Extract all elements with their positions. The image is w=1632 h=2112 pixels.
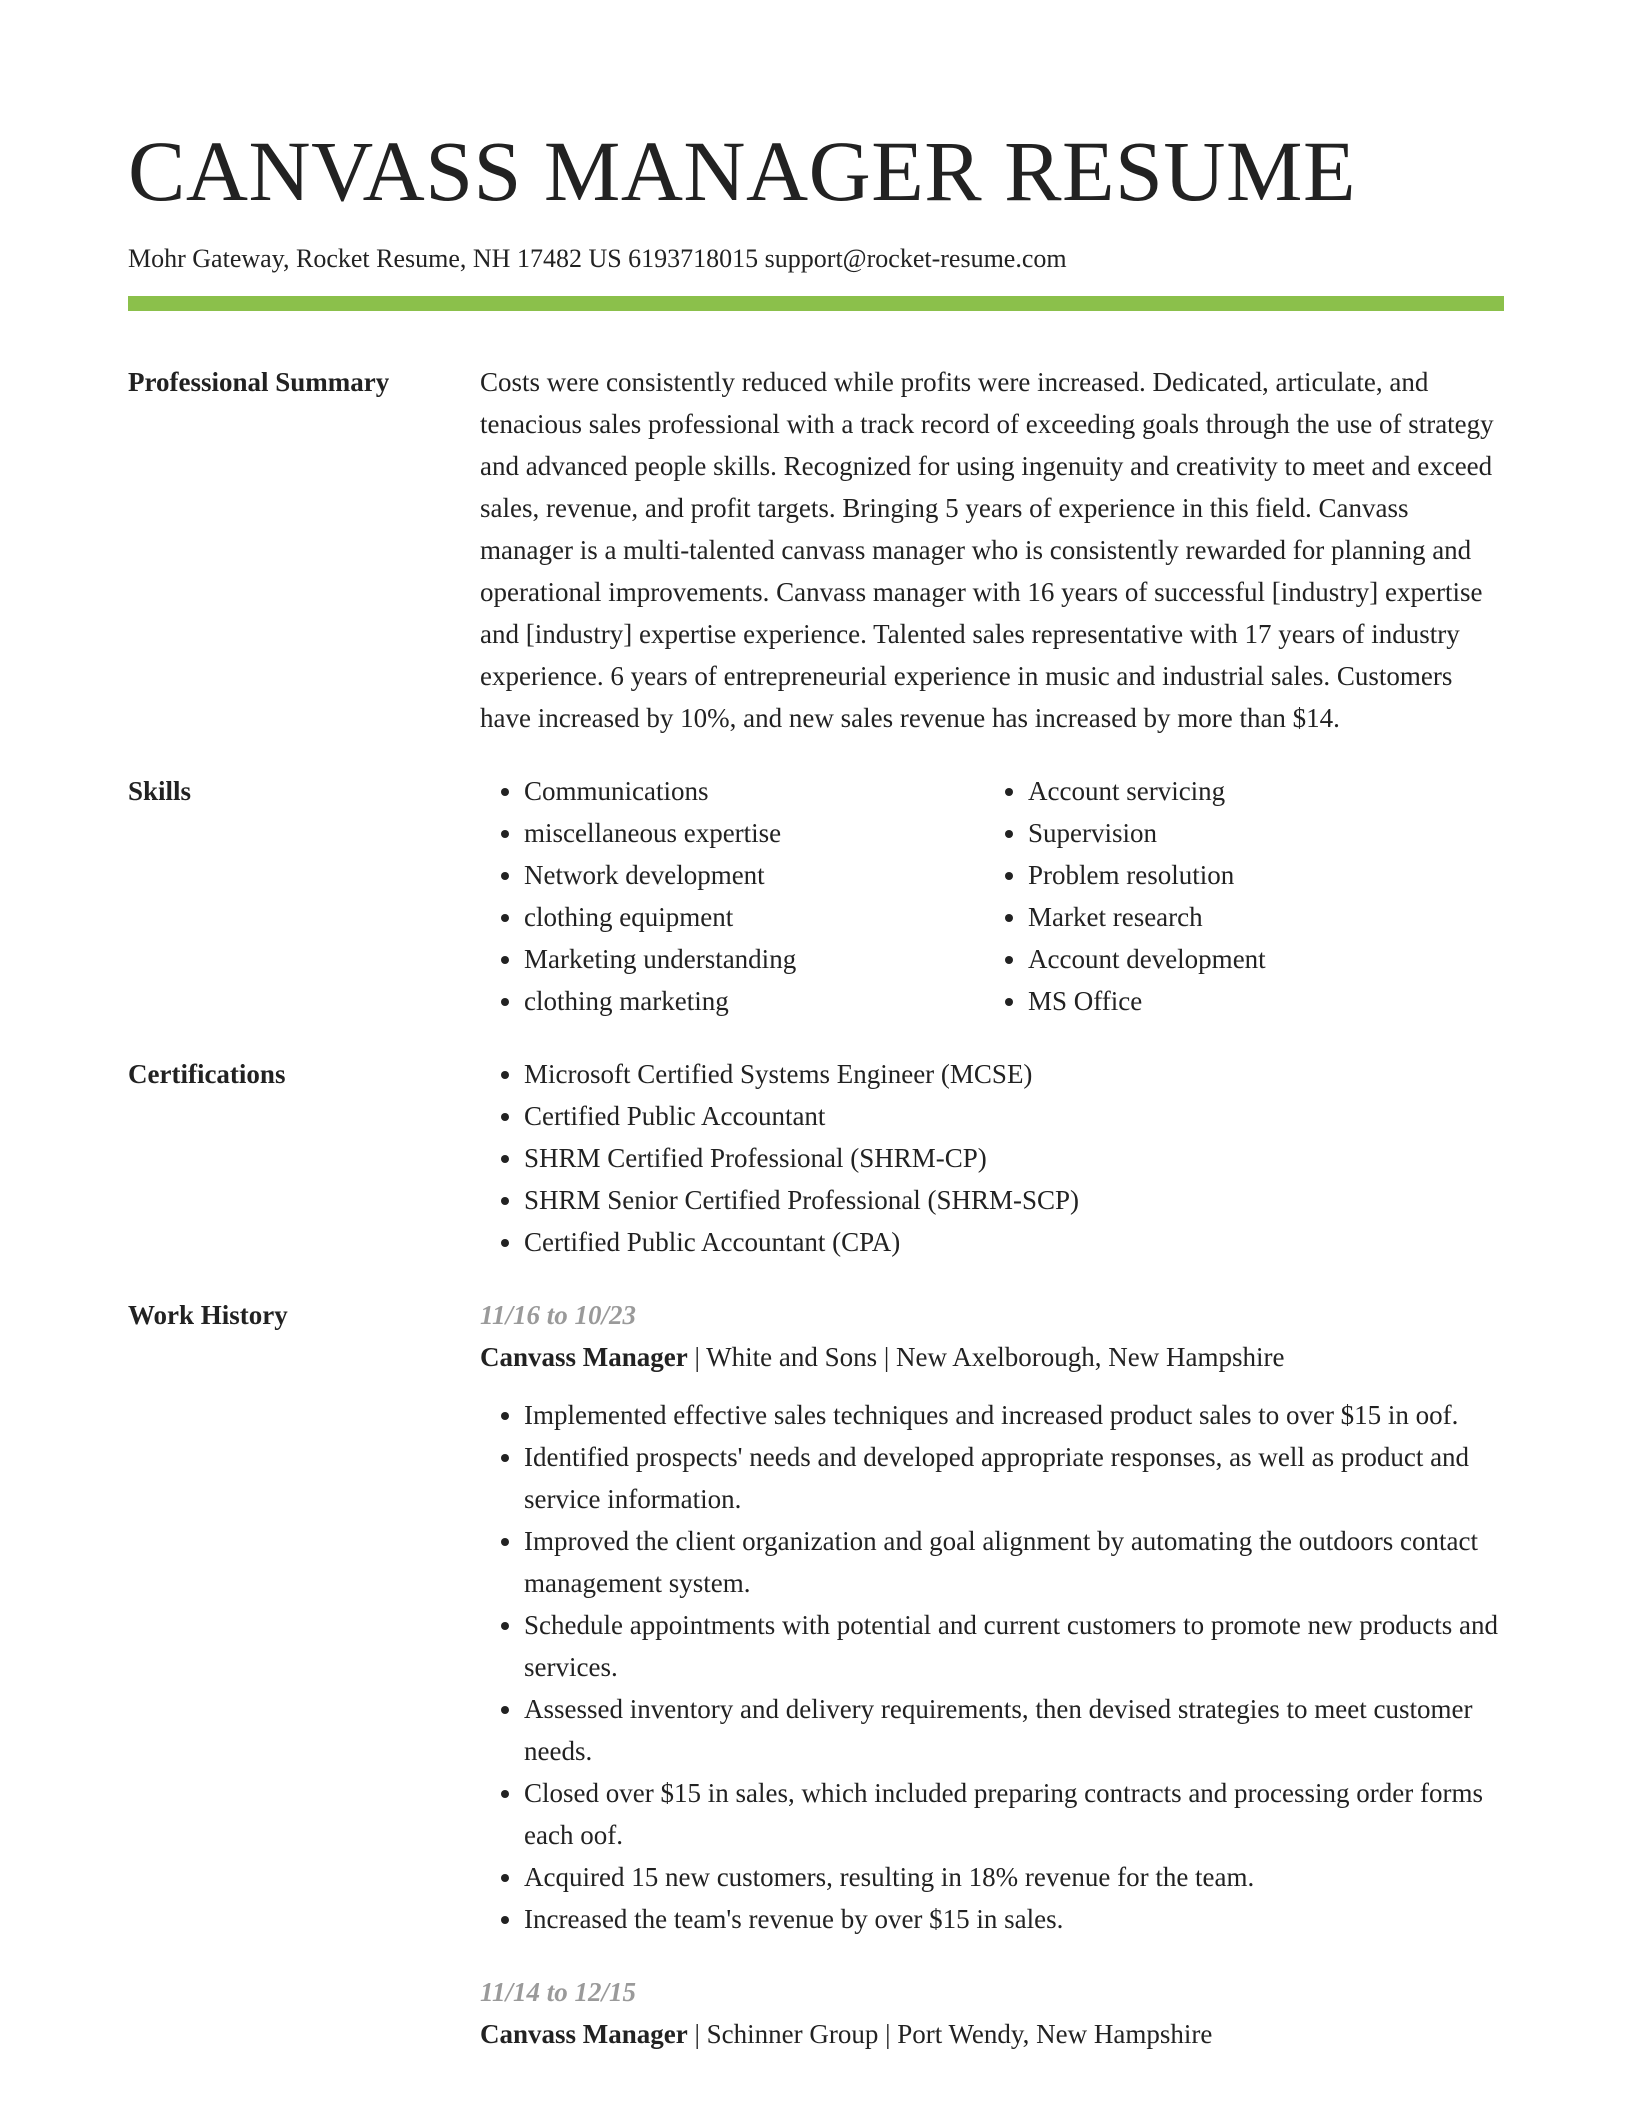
skills-heading: Skills	[128, 776, 192, 806]
skills-grid	[480, 770, 1504, 1022]
certification-item: • SHRM Certified Professional (SHRM-CP)	[524, 1137, 1504, 1179]
skill-item: • Account servicing	[1028, 770, 1488, 812]
job-bullet: • Implemented effective sales techniques and increased product sales to over $15 in oof.	[524, 1394, 1504, 1436]
skill-item: • MS Office	[1028, 980, 1488, 1022]
resume-page	[128, 0, 1504, 2055]
accent-divider	[128, 296, 1504, 311]
certifications-heading: Certifications	[128, 1059, 286, 1089]
summary-text: Costs were consistently reduced while profits were increased. Dedicated, articulate, and tenacious sales professional with a track record of exceeding goals through the use of strategy and advanced people skills. Recognized for using ingenuity and creativity to meet and exceed sales, revenue, and profit targets. Bringing 5 years of experience in this field. Canvass manager is a multi-talented canvass manager who is consistently rewarded for planning and operational improvements. Canvass manager with 16 years of successful [industry] expertise and [industry] expertise experience. Talented sales representative with 17 years of industry experience. 6 years of entrepreneurial experience in music and industrial sales. Customers have increased by 10%, and new sales revenue has increased by more than $14.	[480, 367, 1494, 733]
job-bullets	[480, 1394, 1504, 1940]
skills-section	[128, 770, 1504, 1022]
resume-title: CANVASS MANAGER RESUME	[128, 123, 1356, 219]
summary-section	[128, 361, 1504, 739]
skill-item: • Communications	[524, 770, 984, 812]
job-bullet: • Acquired 15 new customers, resulting in 18% revenue for the team.	[524, 1856, 1504, 1898]
job-bullet: • Closed over $15 in sales, which included preparing contracts and processing order forms each oof.	[524, 1772, 1504, 1856]
skill-item: • Supervision	[1028, 812, 1488, 854]
skill-item: • miscellaneous expertise	[524, 812, 984, 854]
job-bullet: • Assessed inventory and delivery requirements, then devised strategies to meet customer needs.	[524, 1688, 1504, 1772]
certification-item: • Certified Public Accountant	[524, 1095, 1504, 1137]
certifications-list	[480, 1053, 1504, 1263]
job-header	[480, 1336, 1504, 1378]
certification-item: • Microsoft Certified Systems Engineer (MCSE)	[524, 1053, 1504, 1095]
job-entry	[480, 1971, 1504, 2055]
summary-heading: Professional Summary	[128, 367, 390, 397]
contact-line: Mohr Gateway, Rocket Resume, NH 17482 US 6193718015 support@rocket-resume.com	[128, 244, 1067, 273]
skill-item: • Network development	[524, 854, 984, 896]
certification-item: • SHRM Senior Certified Professional (SHRM-SCP)	[524, 1179, 1504, 1221]
job-dates: 11/14 to 12/15	[480, 1977, 637, 2007]
job-details: | Schinner Group | Port Wendy, New Hampshire	[687, 2019, 1213, 2049]
job-details: | White and Sons | New Axelborough, New Hampshire	[687, 1342, 1285, 1372]
job-title: Canvass Manager	[480, 2019, 688, 2049]
job-title: Canvass Manager	[480, 1342, 688, 1372]
skills-list-left	[480, 770, 984, 1022]
skill-item: • clothing equipment	[524, 896, 984, 938]
skills-list-right	[984, 770, 1488, 1022]
job-header	[480, 2013, 1504, 2055]
skill-item: • Marketing understanding	[524, 938, 984, 980]
skill-item: • clothing marketing	[524, 980, 984, 1022]
certification-item: • Certified Public Accountant (CPA)	[524, 1221, 1504, 1263]
work-history-heading: Work History	[128, 1300, 288, 1330]
job-entry	[480, 1294, 1504, 1940]
job-bullet: • Improved the client organization and goal alignment by automating the outdoors contact management system.	[524, 1520, 1504, 1604]
skill-item: • Problem resolution	[1028, 854, 1488, 896]
job-bullet: • Schedule appointments with potential and current customers to promote new products and services.	[524, 1604, 1504, 1688]
certifications-section	[128, 1053, 1504, 1263]
skill-item: • Market research	[1028, 896, 1488, 938]
skill-item: • Account development	[1028, 938, 1488, 980]
job-bullet: • Increased the team's revenue by over $15 in sales.	[524, 1898, 1504, 1940]
job-dates: 11/16 to 10/23	[480, 1300, 637, 1330]
job-bullet: • Identified prospects' needs and developed appropriate responses, as well as product and service information.	[524, 1436, 1504, 1520]
work-history-section	[128, 1294, 1504, 2055]
